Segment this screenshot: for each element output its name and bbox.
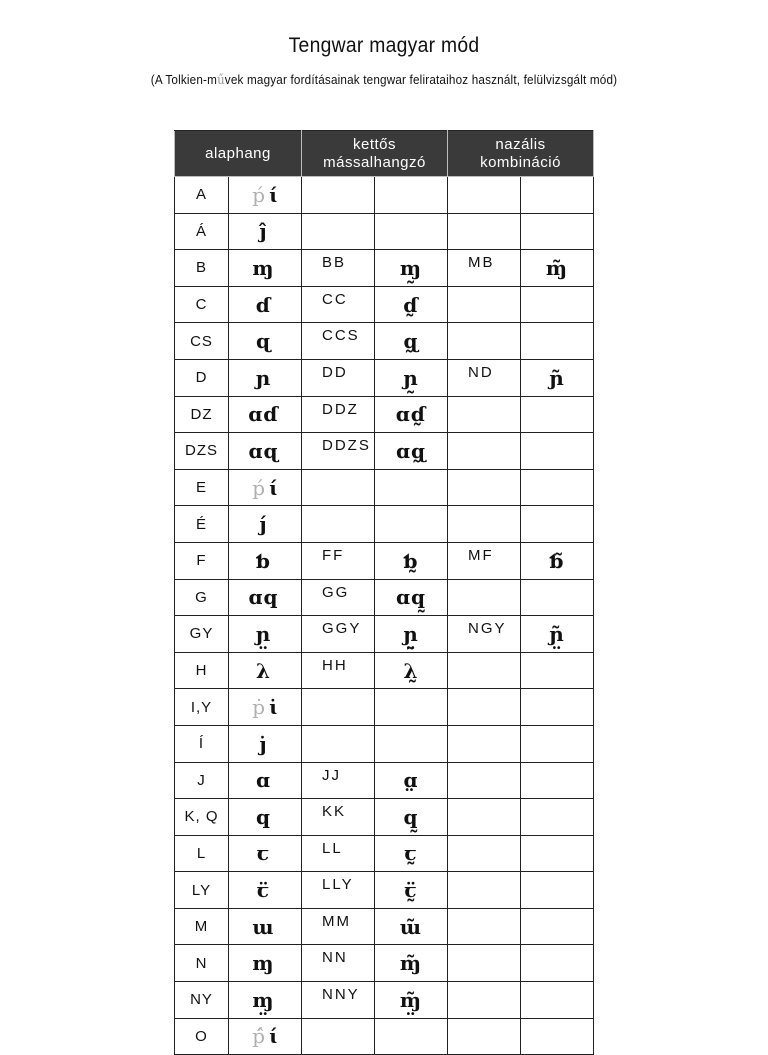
latin-letter: Í [175,725,229,762]
double-consonant: DD [302,359,375,396]
tengwar-glyph [229,835,302,872]
tengwar-glyph-tehta: ɩ́ [269,475,278,500]
tengwar-glyph [229,323,302,360]
double-tengwar-glyph: ɑɗ̰ [375,396,448,433]
tengwar-glyph [229,725,302,762]
double-tengwar-glyph: ꞇ̰ [375,835,448,872]
nasal-combination [448,725,521,762]
nasal-tengwar-glyph: ɱ̃ [521,250,594,287]
page-title: Tengwar magyar mód [288,34,480,57]
header-nazalis-line2: kombináció [480,153,561,171]
nasal-combination [448,286,521,323]
table-row [175,396,594,433]
tengwar-glyph [229,579,302,616]
double-tengwar-glyph: ɲ̰ [375,359,448,396]
nasal-tengwar-glyph [521,908,594,945]
table-row [175,177,594,214]
tengwar-table [174,130,594,1055]
nasal-combination [448,835,521,872]
double-tengwar-glyph: ɱ̰ [375,250,448,287]
nasal-tengwar-glyph [521,506,594,543]
latin-letter: D [175,359,229,396]
latin-letter: L [175,835,229,872]
double-consonant: FF [302,542,375,579]
latin-letter: B [175,250,229,287]
latin-letter: NY [175,982,229,1019]
nasal-tengwar-glyph [521,872,594,909]
nasal-tengwar-glyph [521,323,594,360]
double-consonant [302,213,375,250]
latin-letter: N [175,945,229,982]
table-row [175,542,594,579]
latin-letter: É [175,506,229,543]
tengwar-glyph [229,762,302,799]
table-row [175,982,594,1019]
double-consonant: LLY [302,872,375,909]
tengwar-glyph [229,213,302,250]
table-row [175,872,594,909]
nasal-combination [448,177,521,214]
tengwar-glyph-tehta: ɩ́ [269,182,278,207]
tengwar-glyph-main: ɱ̤ [252,987,275,1012]
tengwar-glyph-main: ɗ [255,292,272,317]
nasal-combination [448,945,521,982]
table-row [175,689,594,726]
double-tengwar-glyph: ɯ̃ [375,908,448,945]
double-consonant: MM [302,908,375,945]
double-consonant: CCS [302,323,375,360]
double-consonant: DDZ [302,396,375,433]
latin-letter: Á [175,213,229,250]
latin-letter: O [175,1018,229,1055]
table-row [175,945,594,982]
latin-letter: LY [175,872,229,909]
tengwar-glyph-main: ȷ̂ [259,219,268,244]
nasal-combination: MF [448,542,521,579]
nasal-combination: MB [448,250,521,287]
table-row [175,835,594,872]
double-tengwar-glyph: ɲ̤̰ [375,616,448,653]
double-consonant: GGY [302,616,375,653]
latin-letter: K, Q [175,799,229,836]
tengwar-glyph-main: ȷ́ [259,512,268,537]
nasal-tengwar-glyph [521,762,594,799]
nasal-tengwar-glyph [521,579,594,616]
tengwar-glyph-main: ɑɋ [248,438,279,463]
tengwar-glyph-tehta: ɩ́ [269,1024,278,1049]
nasal-tengwar-glyph [521,725,594,762]
latin-letter: DZS [175,433,229,470]
latin-letter: I,Y [175,689,229,726]
latin-letter: CS [175,323,229,360]
double-consonant [302,725,375,762]
double-tengwar-glyph [375,689,448,726]
page-subtitle [38,72,729,88]
header-alaphang: alaphang [175,131,302,177]
table-row [175,579,594,616]
double-consonant: DDZS [302,433,375,470]
tengwar-glyph-main: ɱ [252,255,275,280]
tengwar-glyph-main: ƅ [256,548,271,573]
double-tengwar-glyph: ɱ̃ [375,945,448,982]
tengwar-glyph [229,506,302,543]
table-row [175,286,594,323]
latin-letter: J [175,762,229,799]
nasal-tengwar-glyph: ɲ̃ [521,359,594,396]
latin-letter: GY [175,616,229,653]
latin-letter: C [175,286,229,323]
double-tengwar-glyph: ɗ̰ [375,286,448,323]
nasal-combination [448,396,521,433]
double-consonant [302,506,375,543]
double-tengwar-glyph: ƅ̰ [375,542,448,579]
tengwar-glyph [229,799,302,836]
tengwar-glyph [229,616,302,653]
subtitle-text-start: (A Tolkien-m [150,72,218,87]
nasal-tengwar-glyph [521,689,594,726]
nasal-tengwar-glyph [521,799,594,836]
nasal-tengwar-glyph: ɲ̤̃ [521,616,594,653]
tengwar-glyph [229,177,302,214]
double-tengwar-glyph [375,506,448,543]
double-tengwar-glyph: ɋ̰ [375,323,448,360]
table-row [175,433,594,470]
latin-letter: DZ [175,396,229,433]
nasal-tengwar-glyph [521,433,594,470]
table-row [175,250,594,287]
table-row [175,652,594,689]
double-consonant: NNY [302,982,375,1019]
nasal-tengwar-glyph [521,982,594,1019]
tengwar-glyph-main: ṕ [252,475,267,500]
nasal-tengwar-glyph: ƅ̃ [521,542,594,579]
tengwar-glyph-main: ɑq [248,585,279,610]
tengwar-glyph-main: ṕ̂ [252,1024,267,1049]
tengwar-glyph-main: ꞇ [256,841,271,866]
subtitle-glyph: ű [217,73,225,88]
header-kettos [302,131,448,177]
nasal-combination [448,908,521,945]
header-kettos-line2: mássalhangzó [323,153,426,171]
tengwar-glyph [229,396,302,433]
nasal-combination [448,433,521,470]
latin-letter: E [175,469,229,506]
double-tengwar-glyph [375,213,448,250]
nasal-tengwar-glyph [521,469,594,506]
tengwar-glyph [229,872,302,909]
table-row [175,762,594,799]
latin-letter: H [175,652,229,689]
nasal-tengwar-glyph [521,213,594,250]
header-nazalis-line1: nazális [495,135,546,153]
table-row [175,799,594,836]
double-consonant: BB [302,250,375,287]
double-consonant [302,469,375,506]
nasal-tengwar-glyph [521,652,594,689]
latin-letter: G [175,579,229,616]
table-header-row [175,131,594,177]
nasal-combination [448,982,521,1019]
tengwar-glyph-main: ṕ [252,182,267,207]
tengwar-glyph-main: ɲ̤ [255,621,272,646]
double-tengwar-glyph [375,725,448,762]
tengwar-glyph-main: ɋ [256,329,271,354]
double-tengwar-glyph: ꞇ̰̈ [375,872,448,909]
double-consonant [302,689,375,726]
table-row [175,506,594,543]
tengwar-glyph-main: ɑɗ [248,402,279,427]
latin-letter: F [175,542,229,579]
subtitle-text-end: vek magyar fordításainak tengwar felirataihoz használt, felülvizsgált mód) [224,72,618,87]
latin-letter: M [175,908,229,945]
tengwar-glyph-main: ɱ [252,951,275,976]
tengwar-glyph [229,542,302,579]
double-consonant: KK [302,799,375,836]
tengwar-glyph [229,945,302,982]
header-nazalis [448,131,594,177]
tengwar-glyph-tehta: ɩ̇ [269,695,278,720]
header-kettos-line1: kettős [352,135,397,153]
nasal-combination [448,689,521,726]
tengwar-glyph [229,250,302,287]
tengwar-glyph-main: ɲ [255,365,272,390]
double-tengwar-glyph: q̰ [375,799,448,836]
tengwar-glyph-main: q [256,804,271,829]
table-row [175,908,594,945]
tengwar-glyph [229,286,302,323]
nasal-tengwar-glyph [521,396,594,433]
tengwar-glyph-main: ȷ̇ [259,731,268,756]
table-row [175,213,594,250]
tengwar-glyph-main: ɑ [256,768,271,793]
double-consonant: JJ [302,762,375,799]
tengwar-glyph [229,359,302,396]
nasal-tengwar-glyph [521,177,594,214]
nasal-combination [448,579,521,616]
nasal-combination [448,872,521,909]
tengwar-glyph [229,908,302,945]
double-consonant: CC [302,286,375,323]
tengwar-glyph [229,469,302,506]
tengwar-glyph [229,982,302,1019]
nasal-combination [448,323,521,360]
nasal-combination [448,213,521,250]
double-consonant: NN [302,945,375,982]
double-tengwar-glyph: ɱ̤̃ [375,982,448,1019]
double-tengwar-glyph [375,469,448,506]
tengwar-glyph-main: λ [255,658,272,683]
double-consonant [302,177,375,214]
nasal-tengwar-glyph [521,945,594,982]
table-row [175,323,594,360]
double-consonant: LL [302,835,375,872]
table-row [175,616,594,653]
nasal-combination [448,762,521,799]
nasal-combination [448,799,521,836]
tengwar-glyph [229,689,302,726]
tengwar-glyph-main: ṗ [252,695,267,720]
nasal-combination: NGY [448,616,521,653]
double-consonant: HH [302,652,375,689]
table-row [175,725,594,762]
nasal-combination [448,506,521,543]
double-tengwar-glyph: ɑq̰ [375,579,448,616]
nasal-tengwar-glyph [521,286,594,323]
tengwar-glyph-main: ɯ [252,914,275,939]
double-tengwar-glyph: ɑɋ̰ [375,433,448,470]
tengwar-glyph [229,433,302,470]
tengwar-glyph-main: ꞇ̈ [256,878,271,903]
nasal-combination [448,652,521,689]
table-body [175,177,594,1055]
latin-letter: A [175,177,229,214]
tengwar-glyph [229,652,302,689]
nasal-combination [448,469,521,506]
table-row [175,359,594,396]
double-tengwar-glyph: ɑ̤ [375,762,448,799]
table-row [175,469,594,506]
nasal-combination: ND [448,359,521,396]
double-consonant: GG [302,579,375,616]
nasal-tengwar-glyph [521,835,594,872]
double-tengwar-glyph: λ̰ [375,652,448,689]
double-tengwar-glyph [375,177,448,214]
